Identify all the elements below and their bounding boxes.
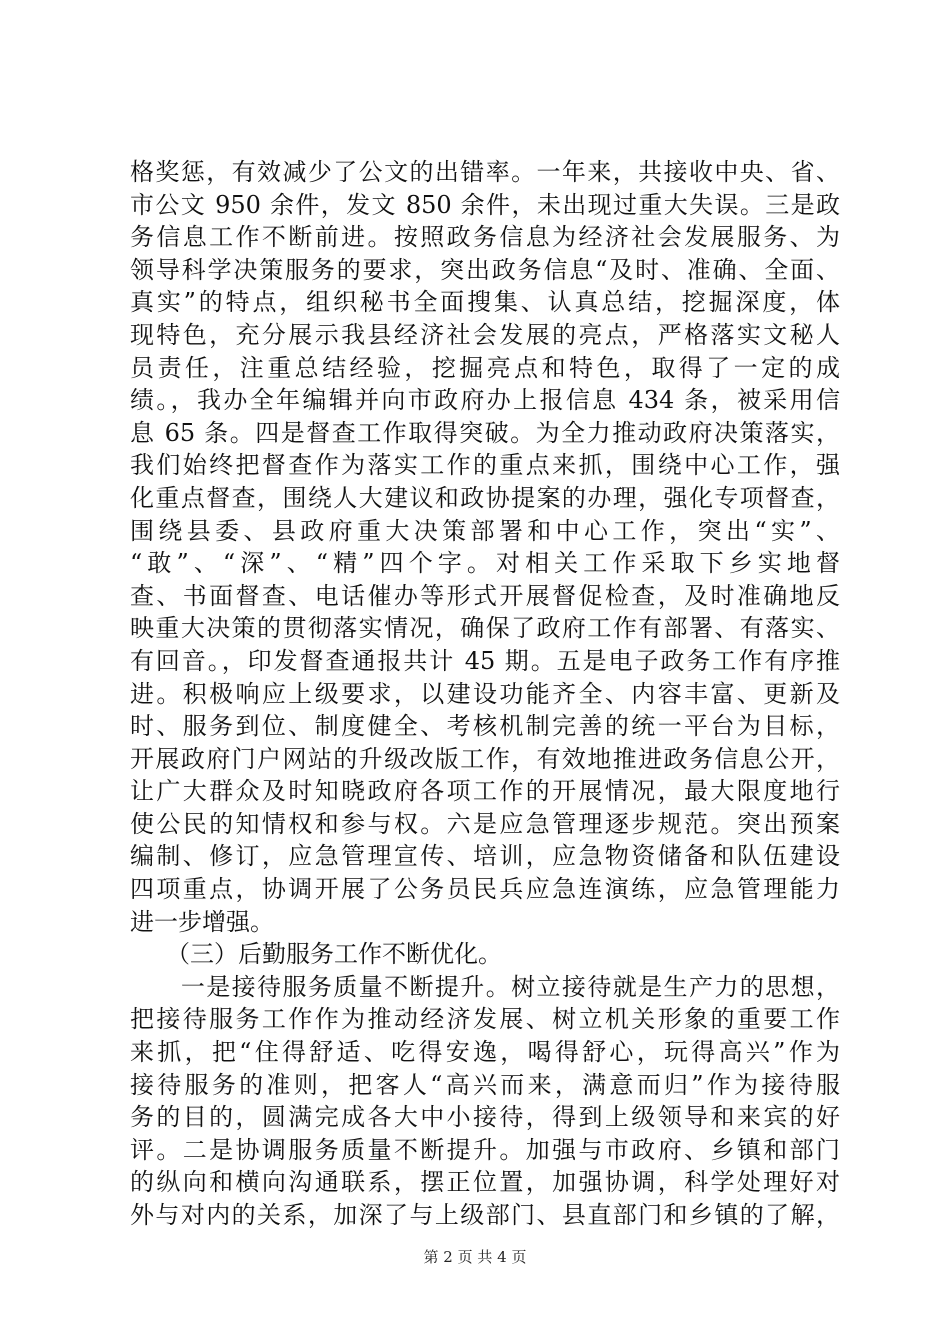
text-line: 领导科学决策服务的要求，突出政务信息“及时、准确、全面、 [130, 255, 840, 284]
text-line: 绩。，我办全年编辑并向市政府办上报信息 434 条，被采用信 [130, 386, 840, 415]
page-footer: 第 2 页 共 4 页 [423, 1248, 527, 1266]
text-line: 使公民的知情权和参与权。六是应急管理逐步规范。突出预案 [130, 809, 840, 838]
text-line: 的纵向和横向沟通联系，摆正位置，加强协调，科学处理好对 [130, 1168, 840, 1197]
text-line: 映重大决策的贯彻落实情况，确保了政府工作有部署、有落实、 [130, 614, 840, 643]
text-line: 围绕县委、县政府重大决策部署和中心工作，突出“实”、 [130, 516, 840, 545]
body-text [130, 156, 840, 1232]
text-line: 来抓，把“住得舒适、吃得安逸，喝得舒心，玩得高兴”作为 [130, 1038, 840, 1067]
text-line: 外与对内的关系，加深了与上级部门、县直部门和乡镇的了解， [130, 1201, 840, 1229]
text-line: 评。二是协调服务质量不断提升。加强与市政府、乡镇和部门 [130, 1135, 840, 1164]
text-line: 务的目的，圆满完成各大中小接待，得到上级领导和来宾的好 [130, 1103, 840, 1132]
text-line: 务信息工作不断前进。按照政务信息为经济社会发展服务、为 [130, 223, 840, 252]
text-line: 开展政府门户网站的升级改版工作，有效地推进政务信息公开， [130, 744, 840, 773]
text-line: 化重点督查，围绕人大建议和政协提案的办理，强化专项督查， [130, 483, 840, 512]
text-line: 真实”的特点，组织秘书全面搜集、认真总结，挖掘深度，体 [130, 288, 840, 317]
text-line: 我们始终把督查作为落实工作的重点来抓，围绕中心工作，强 [130, 451, 840, 480]
text-line: 查、书面督查、电话催办等形式开展督促检查，及时准确地反 [130, 581, 840, 610]
text-line: 让广大群众及时知晓政府各项工作的开展情况，最大限度地行 [130, 777, 840, 806]
text-line: （三）后勤服务工作不断优化。 [130, 940, 502, 969]
text-line: 接待服务的准则，把客人“高兴而来，满意而归”作为接待服 [130, 1070, 840, 1099]
text-line: 有回音。，印发督查通报共计 45 期。五是电子政务工作有序推 [130, 646, 840, 675]
text-line: 四项重点，协调开展了公务员民兵应急连演练，应急管理能力 [130, 875, 840, 904]
text-line: 一是接待服务质量不断提升。树立接待就是生产力的思想， [130, 972, 840, 1001]
text-line: 现特色，充分展示我县经济社会发展的亮点，严格落实文秘人 [130, 320, 840, 349]
text-line: 格奖惩，有效减少了公文的出错率。一年来，共接收中央、省、 [130, 158, 840, 186]
text-line: 编制、修订，应急管理宣传、培训，应急物资储备和队伍建设 [130, 842, 840, 871]
text-line: 员责任，注重总结经验，挖掘亮点和特色，取得了一定的成 [130, 353, 840, 382]
text-line: “敢”、“深”、“精”四个字。对相关工作采取下乡实地督 [130, 549, 840, 578]
text-line: 进一步增强。 [130, 907, 274, 936]
text-line: 时、服务到位、制度健全、考核机制完善的统一平台为目标， [130, 712, 840, 741]
text-line: 息 65 条。四是督查工作取得突破。为全力推动政府决策落实， [130, 418, 840, 447]
text-line: 进。积极响应上级要求，以建设功能齐全、内容丰富、更新及 [130, 679, 840, 708]
text-line: 把接待服务工作作为推动经济发展、树立机关形象的重要工作 [130, 1005, 840, 1034]
text-line: 市公文 950 余件，发文 850 余件，未出现过重大失误。三是政 [130, 190, 840, 219]
